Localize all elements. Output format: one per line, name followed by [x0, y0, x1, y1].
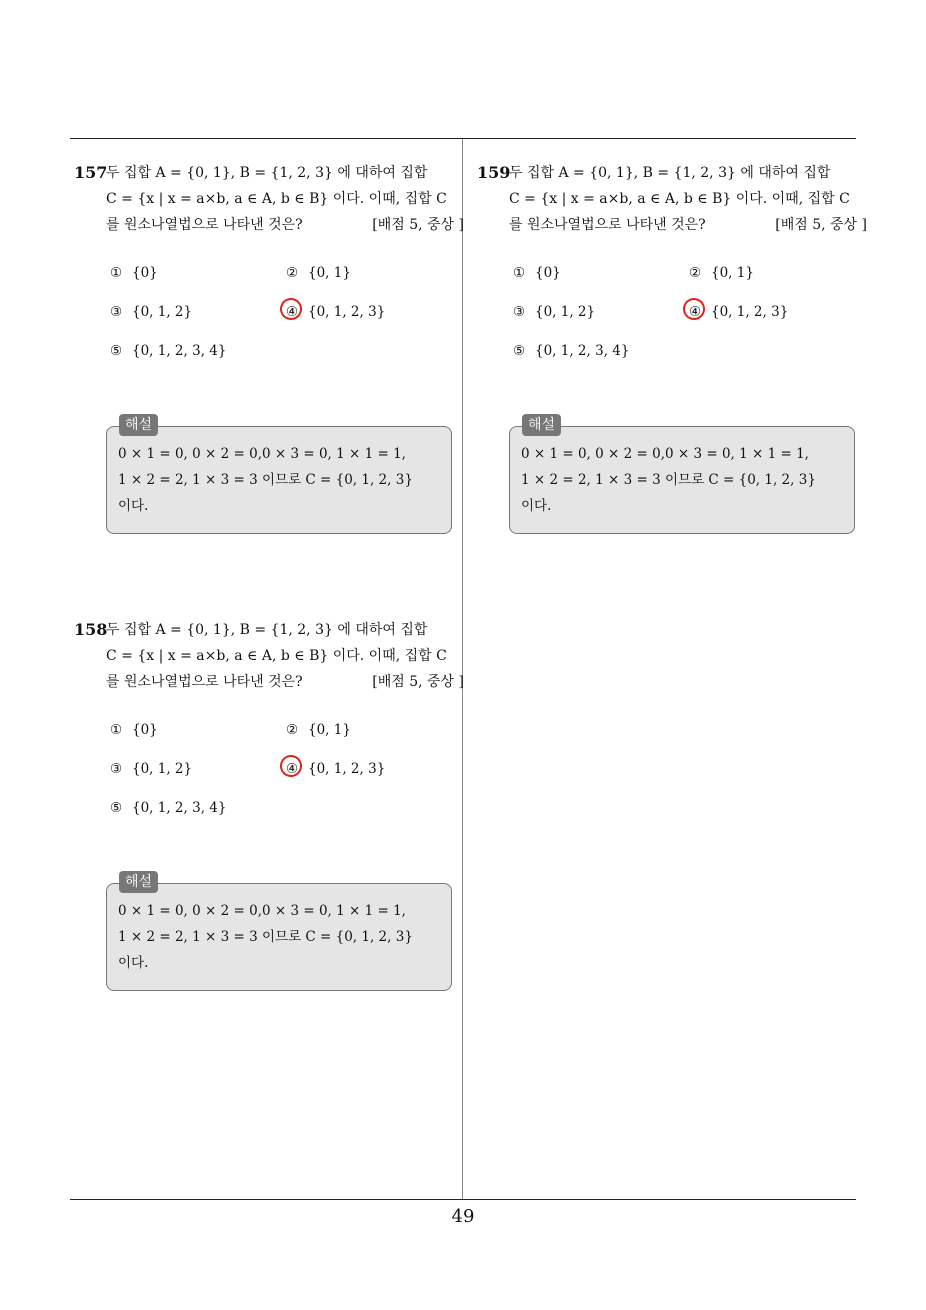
problem-157: [74, 160, 464, 514]
solution-line: 1 × 2 = 2, 1 × 3 = 3 이므로 C = {0, 1, 2, 3}: [118, 929, 413, 945]
question-line: 를 원소나열법으로 나타낸 것은?: [106, 674, 303, 690]
choices: [74, 713, 464, 833]
score-meta: [배점 5, 중상 ]: [775, 217, 867, 233]
score-meta: [배점 5, 중상 ]: [372, 217, 464, 233]
solution-label: 해설: [522, 414, 561, 436]
question: [477, 160, 867, 238]
question-line: 두 집합 A = {0, 1}, B = {1, 2, 3} 에 대하여 집합: [509, 165, 831, 181]
bottom-rule: [70, 1199, 856, 1200]
top-rule: [70, 138, 856, 139]
solution-box: [106, 874, 452, 991]
problem-number: 159: [477, 163, 511, 182]
choice-2[interactable]: ② {0, 1}: [286, 265, 351, 281]
choice-1[interactable]: ① {0}: [110, 722, 158, 738]
solution-line: 이다.: [118, 955, 149, 971]
solution-label: 해설: [119, 414, 158, 436]
question-line: 를 원소나열법으로 나타낸 것은?: [106, 217, 303, 233]
choice-1[interactable]: ① {0}: [110, 265, 158, 281]
choice-3[interactable]: ③ {0, 1, 2}: [110, 761, 193, 777]
choices: [74, 256, 464, 376]
choice-5[interactable]: ⑤ {0, 1, 2, 3, 4}: [513, 343, 630, 359]
problem-159: [477, 160, 867, 514]
solution-line: 이다.: [521, 498, 552, 514]
question-line: C = {x | x = a×b, a ∈ A, b ∈ B} 이다. 이때, 집합 C: [509, 191, 850, 207]
choice-4[interactable]: ④ {0, 1, 2, 3}: [286, 299, 385, 325]
question-line: C = {x | x = a×b, a ∈ A, b ∈ B} 이다. 이때, 집합 C: [106, 191, 447, 207]
question: [74, 617, 464, 695]
choice-2[interactable]: ② {0, 1}: [286, 722, 351, 738]
solution-line: 이다.: [118, 498, 149, 514]
solution-line: 0 × 1 = 0, 0 × 2 = 0,0 × 3 = 0, 1 × 1 = 1,: [118, 446, 406, 462]
choice-5[interactable]: ⑤ {0, 1, 2, 3, 4}: [110, 343, 227, 359]
problem-number: 158: [74, 620, 108, 639]
choice-4[interactable]: ④ {0, 1, 2, 3}: [286, 756, 385, 782]
solution-line: 1 × 2 = 2, 1 × 3 = 3 이므로 C = {0, 1, 2, 3}: [521, 472, 816, 488]
score-meta: [배점 5, 중상 ]: [372, 674, 464, 690]
choice-5[interactable]: ⑤ {0, 1, 2, 3, 4}: [110, 800, 227, 816]
problem-number: 157: [74, 163, 108, 182]
question-line: C = {x | x = a×b, a ∈ A, b ∈ B} 이다. 이때, 집합 C: [106, 648, 447, 664]
problem-158: [74, 617, 464, 971]
choice-1[interactable]: ① {0}: [513, 265, 561, 281]
choices: [477, 256, 867, 376]
question-line: 두 집합 A = {0, 1}, B = {1, 2, 3} 에 대하여 집합: [106, 165, 428, 181]
choice-4[interactable]: ④ {0, 1, 2, 3}: [689, 299, 788, 325]
solution-box: [509, 417, 855, 534]
choice-3[interactable]: ③ {0, 1, 2}: [513, 304, 596, 320]
question: [74, 160, 464, 238]
question-line: 두 집합 A = {0, 1}, B = {1, 2, 3} 에 대하여 집합: [106, 622, 428, 638]
solution-box: [106, 417, 452, 534]
solution-label: 해설: [119, 871, 158, 893]
solution-line: 0 × 1 = 0, 0 × 2 = 0,0 × 3 = 0, 1 × 1 = 1,: [118, 903, 406, 919]
choice-2[interactable]: ② {0, 1}: [689, 265, 754, 281]
choice-3[interactable]: ③ {0, 1, 2}: [110, 304, 193, 320]
page-number: 49: [451, 1206, 475, 1227]
solution-line: 1 × 2 = 2, 1 × 3 = 3 이므로 C = {0, 1, 2, 3}: [118, 472, 413, 488]
question-line: 를 원소나열법으로 나타낸 것은?: [509, 217, 706, 233]
solution-line: 0 × 1 = 0, 0 × 2 = 0,0 × 3 = 0, 1 × 1 = 1,: [521, 446, 809, 462]
